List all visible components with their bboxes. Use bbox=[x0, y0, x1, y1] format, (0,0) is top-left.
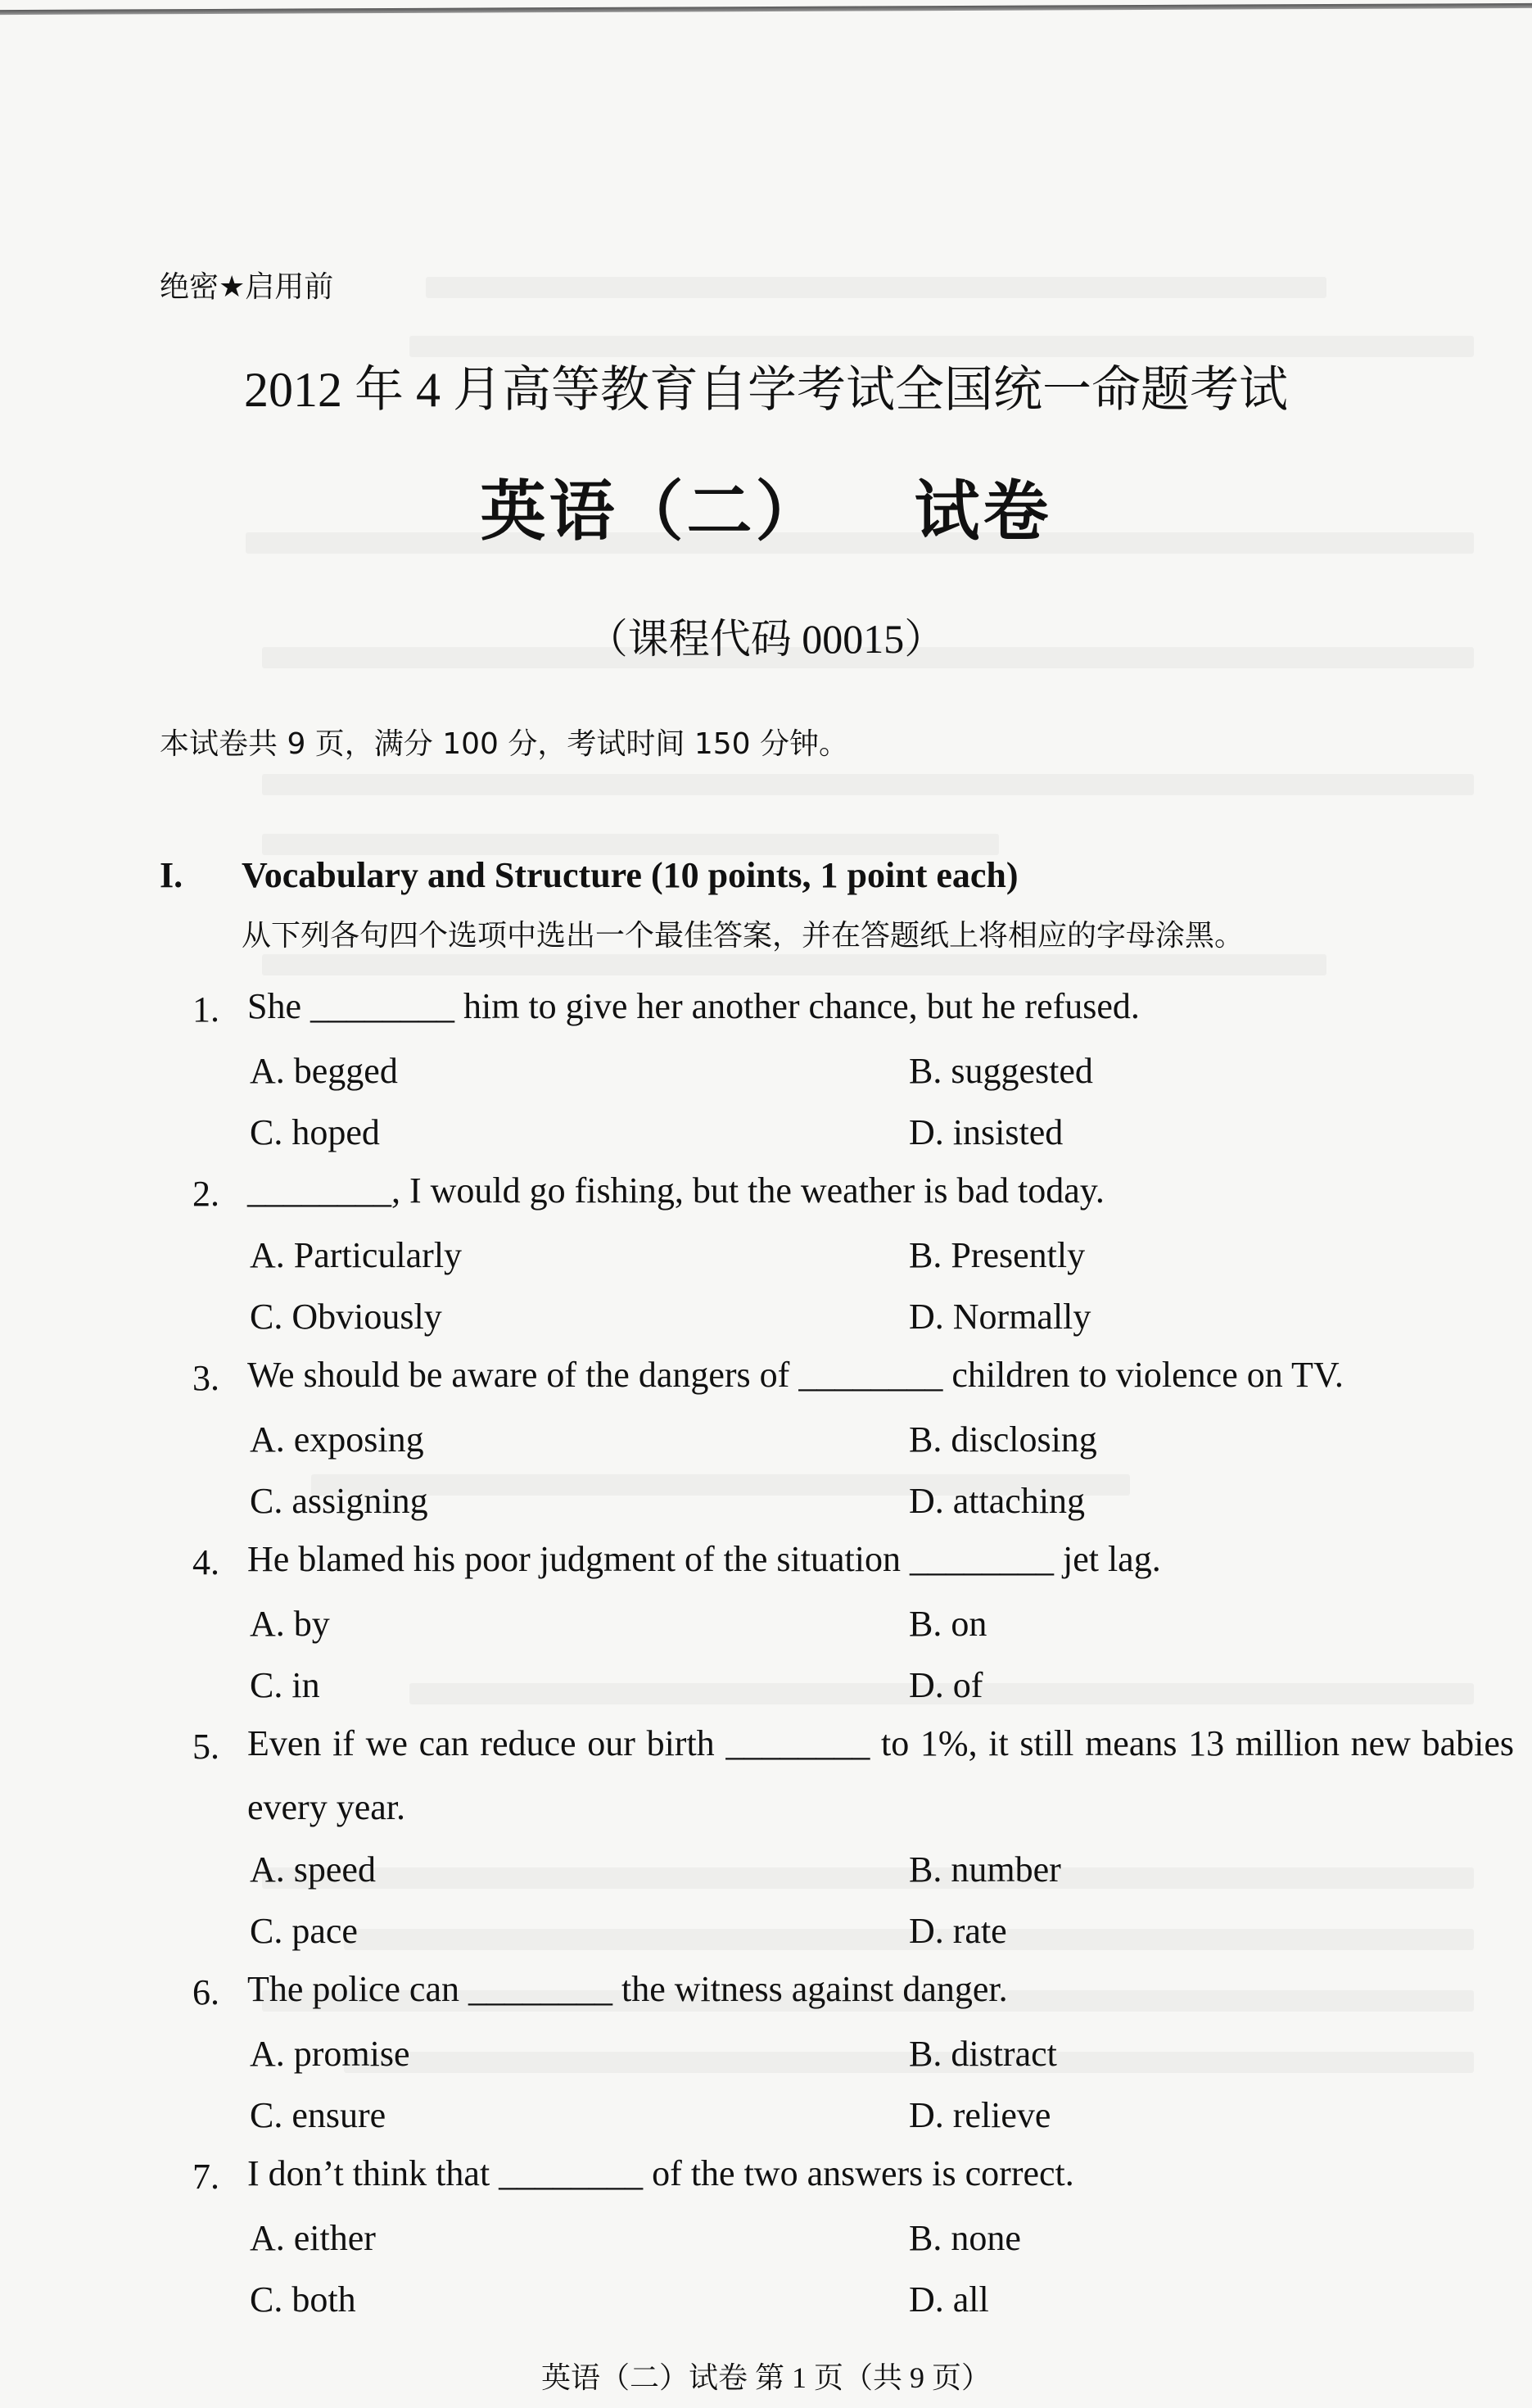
option-d: D. Normally bbox=[909, 1297, 1091, 1337]
option-b: B. disclosing bbox=[909, 1419, 1097, 1460]
page-footer: 英语（二）试卷 第 1 页（共 9 页） bbox=[540, 2361, 991, 2394]
question-text: He blamed his poor judgment of the situation ________ jet lag. bbox=[247, 1539, 1161, 1579]
confidential-label: 绝密★启用前 bbox=[160, 270, 334, 304]
question-number: 5. bbox=[192, 1727, 219, 1767]
course-code: （课程代码 00015） bbox=[586, 616, 946, 662]
option-c: C. hoped bbox=[250, 1112, 380, 1152]
question-number: 1. bbox=[192, 989, 219, 1030]
scan-edge bbox=[0, 3, 1532, 15]
option-b: B. none bbox=[909, 2218, 1021, 2258]
option-b: B. number bbox=[909, 1849, 1061, 1890]
option-d: D. attaching bbox=[909, 1481, 1086, 1521]
question-number: 6. bbox=[192, 1972, 219, 2012]
option-a: A. exposing bbox=[250, 1419, 424, 1460]
section-instruction: 从下列各句四个选项中选出一个最佳答案，并在答题纸上将相应的字母涂黑。 bbox=[242, 919, 1245, 953]
option-b: B. distract bbox=[909, 2034, 1057, 2074]
option-c: C. both bbox=[250, 2279, 356, 2320]
question-number: 3. bbox=[192, 1358, 219, 1398]
exam-info: 本试卷共 9 页，满分 100 分，考试时间 150 分钟。 bbox=[160, 727, 848, 761]
option-d: D. rate bbox=[909, 1911, 1007, 1951]
option-a: A. by bbox=[250, 1604, 330, 1644]
question-number: 2. bbox=[192, 1174, 219, 1214]
section-title: Vocabulary and Structure (10 points, 1 point each) bbox=[242, 855, 1019, 895]
option-d: D. insisted bbox=[909, 1112, 1064, 1152]
option-d: D. all bbox=[909, 2279, 989, 2320]
option-b: B. on bbox=[909, 1604, 987, 1644]
option-a: A. Particularly bbox=[250, 1235, 463, 1275]
question-number: 4. bbox=[192, 1542, 219, 1582]
paper-subject: 英语（二） bbox=[480, 477, 825, 549]
option-c: C. pace bbox=[250, 1911, 358, 1951]
question-text: The police can ________ the witness against danger. bbox=[247, 1969, 1008, 2009]
option-c: C. ensure bbox=[250, 2095, 386, 2135]
option-d: D. relieve bbox=[909, 2095, 1051, 2135]
question-text: ________, I would go fishing, but the weather is bad today. bbox=[247, 1170, 1105, 1211]
paper-type: 试卷 bbox=[914, 477, 1052, 549]
option-c: C. assigning bbox=[250, 1481, 428, 1521]
question-text: We should be aware of the dangers of ________ children to violence on TV. bbox=[247, 1355, 1344, 1395]
section-number: I. bbox=[160, 855, 183, 895]
section-heading bbox=[160, 854, 1019, 896]
question-number: 7. bbox=[192, 2157, 219, 2197]
option-b: B. suggested bbox=[909, 1051, 1093, 1091]
option-b: B. Presently bbox=[909, 1235, 1086, 1275]
option-c: C. in bbox=[250, 1665, 320, 1705]
option-a: A. either bbox=[250, 2218, 376, 2258]
option-d: D. of bbox=[909, 1665, 983, 1705]
question-text: I don’t think that ________ of the two answers is correct. bbox=[247, 2153, 1074, 2193]
option-a: A. begged bbox=[250, 1051, 398, 1091]
paper-title bbox=[0, 459, 1532, 553]
option-a: A. promise bbox=[250, 2034, 410, 2074]
exam-title: 2012 年 4 月高等教育自学考试全国统一命题考试 bbox=[244, 363, 1288, 417]
option-a: A. speed bbox=[250, 1849, 376, 1890]
question-text: She ________ him to give her another chance, but he refused. bbox=[247, 986, 1140, 1026]
question-text: Even if we can reduce our birth ________ to 1%, it still means 13 million new babies every year. bbox=[247, 1723, 1514, 1827]
option-c: C. Obviously bbox=[250, 1297, 442, 1337]
